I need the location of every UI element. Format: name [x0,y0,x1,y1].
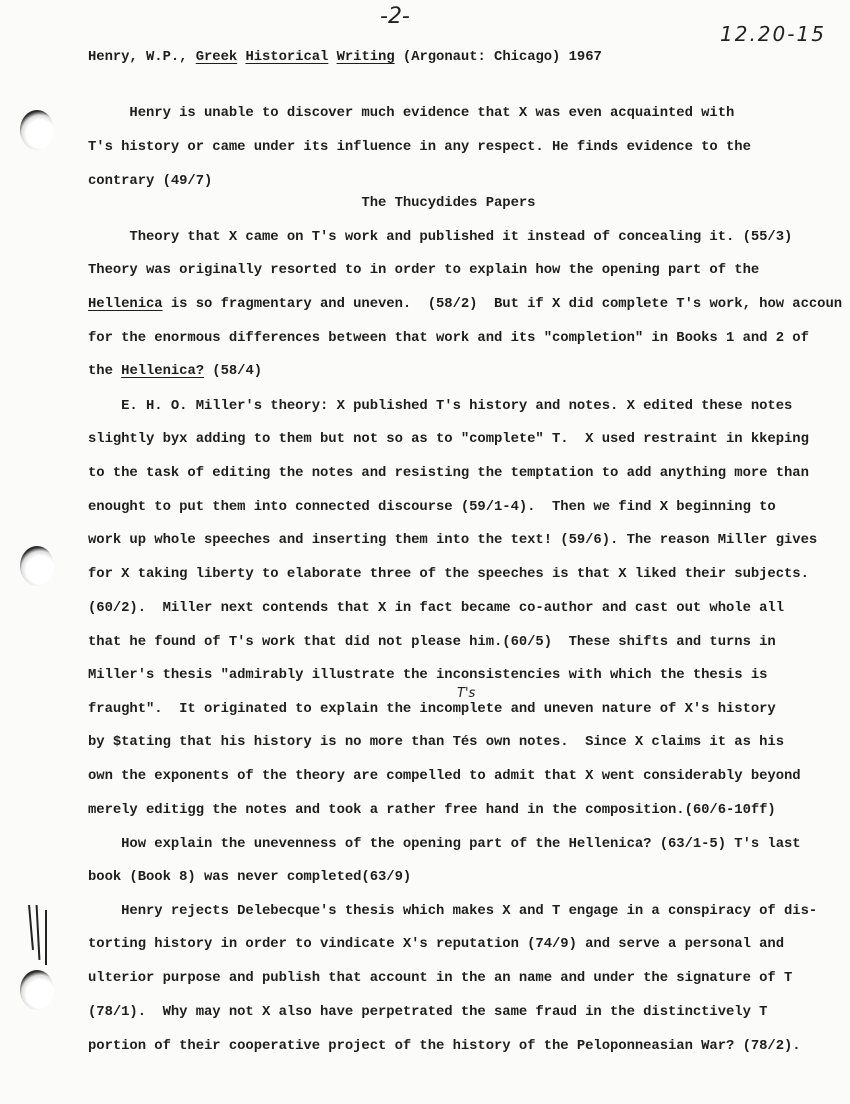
text-segment: fraught". It originated to explain the incomplete and uneven nature of X's history [88,701,776,717]
text-segment: slightly byx adding to them but not so as to "complete" T. X used restraint in kkeping [88,431,809,447]
handwritten-correction: T's [457,686,476,701]
text-line [88,531,817,549]
text-segment: work up whole speeches and inserting them into the text! (59/6). The reason Miller gives [88,532,818,548]
text-segment: for the enormous differences between that work and its "completion" in Books 1 and 2 of [88,330,809,346]
margin-mark [36,905,41,960]
text-line [88,362,262,380]
text-segment: E. H. O. Miller's theory: X published T's history and notes. X edited these notes [88,398,793,414]
text-segment: enought to put them into connected discourse (59/1-4). Then we find X beginning to [88,499,776,515]
text-line [88,868,411,886]
text-segment: The Thucydides Papers [88,195,536,211]
text-segment: that he found of T's work that did not please him.(60/5) These shifts and turns in [88,634,776,650]
underlined-title: Writing [336,49,395,65]
text-line [88,228,792,246]
text-line [88,565,809,583]
text-segment: merely editigg the notes and took a rather free hand in the composition.(60/6-10ff) [88,802,776,818]
text-segment: Henry is unable to discover much evidence that X was even acquainted with [88,105,735,121]
text-segment: portion of their cooperative project of the history of the Peloponneasian War? (78/2). [88,1038,801,1054]
text-segment: (Argonaut: Chicago) 1967 [394,49,602,65]
underlined-title: Hellenica [88,296,163,312]
punch-hole [20,970,54,1010]
underlined-title: Hellenica? [121,363,205,379]
text-segment: Theory that X came on T's work and published it instead of concealing it. (55/3) [88,229,793,245]
text-segment: (60/2). Miller next contends that X in fact became co-author and cast out whole all [88,600,785,616]
citation-line [88,48,602,66]
text-segment: (58/4) [204,363,263,379]
margin-mark [45,910,47,965]
text-line [88,397,792,415]
text-line [88,767,801,785]
text-segment [328,49,336,65]
text-segment: contrary (49/7) [88,173,213,189]
page-number: -2- [380,4,410,29]
date-note: 12.20-15 [720,22,826,46]
text-segment: ulterior purpose and publish that account in the an name and under the signature of T [88,970,793,986]
text-line [88,835,801,853]
text-segment: the [88,363,122,379]
text-segment: for X taking liberty to elaborate three of the speeches is that X liked their subjects. [88,566,809,582]
text-segment: to the task of editing the notes and resisting the temptation to add anything more than [88,465,809,481]
underlined-title: Greek [195,49,238,65]
text-segment: torting history in order to vindicate X's reputation (74/9) and serve a personal and [88,936,785,952]
text-line [88,1003,767,1021]
text-line [88,329,809,347]
text-line [88,902,817,920]
text-line [88,935,784,953]
text-line [88,464,809,482]
text-line [88,801,776,819]
text-line [88,733,784,751]
text-segment: T's history or came under its influence in any respect. He finds evidence to the [88,139,751,155]
text-segment: is so fragmentary and uneven. (58/2) But if X did complete T's work, how accoun [162,296,843,312]
text-line [88,969,792,987]
text-line [88,138,751,156]
text-line [88,261,759,279]
text-segment: by $tating that his history is no more than Tés own notes. Since X claims it as his [88,734,785,750]
text-line [88,430,809,448]
text-line [88,700,776,718]
text-segment: Miller's thesis "admirably illustrate the inconsistencies with which the thesis is [88,667,768,683]
text-segment: book (Book 8) was never completed(63/9) [88,869,412,885]
text-line [88,498,776,516]
underlined-title: Historical [245,49,329,65]
text-line [88,104,734,122]
text-line [88,295,842,313]
text-line [88,172,212,190]
text-segment: Henry, W.P., [88,49,196,65]
text-segment: (78/1). Why may not X also have perpetrated the same fraud in the distinctively T [88,1004,768,1020]
text-segment: Theory was originally resorted to in order to explain how the opening part of the [88,262,760,278]
text-line [88,599,784,617]
text-line [88,1037,801,1055]
punch-hole [20,546,54,586]
text-line [88,666,767,684]
text-segment: How explain the unevenness of the opening part of the Hellenica? (63/1-5) T's last [88,836,801,852]
text-segment: Henry rejects Delebecque's thesis which makes X and T engage in a conspiracy of dis- [88,903,818,919]
punch-hole [20,110,54,150]
margin-mark [28,905,34,950]
text-line [88,633,776,651]
text-segment: own the exponents of the theory are compelled to admit that X went considerably beyond [88,768,801,784]
section-heading [88,194,535,212]
